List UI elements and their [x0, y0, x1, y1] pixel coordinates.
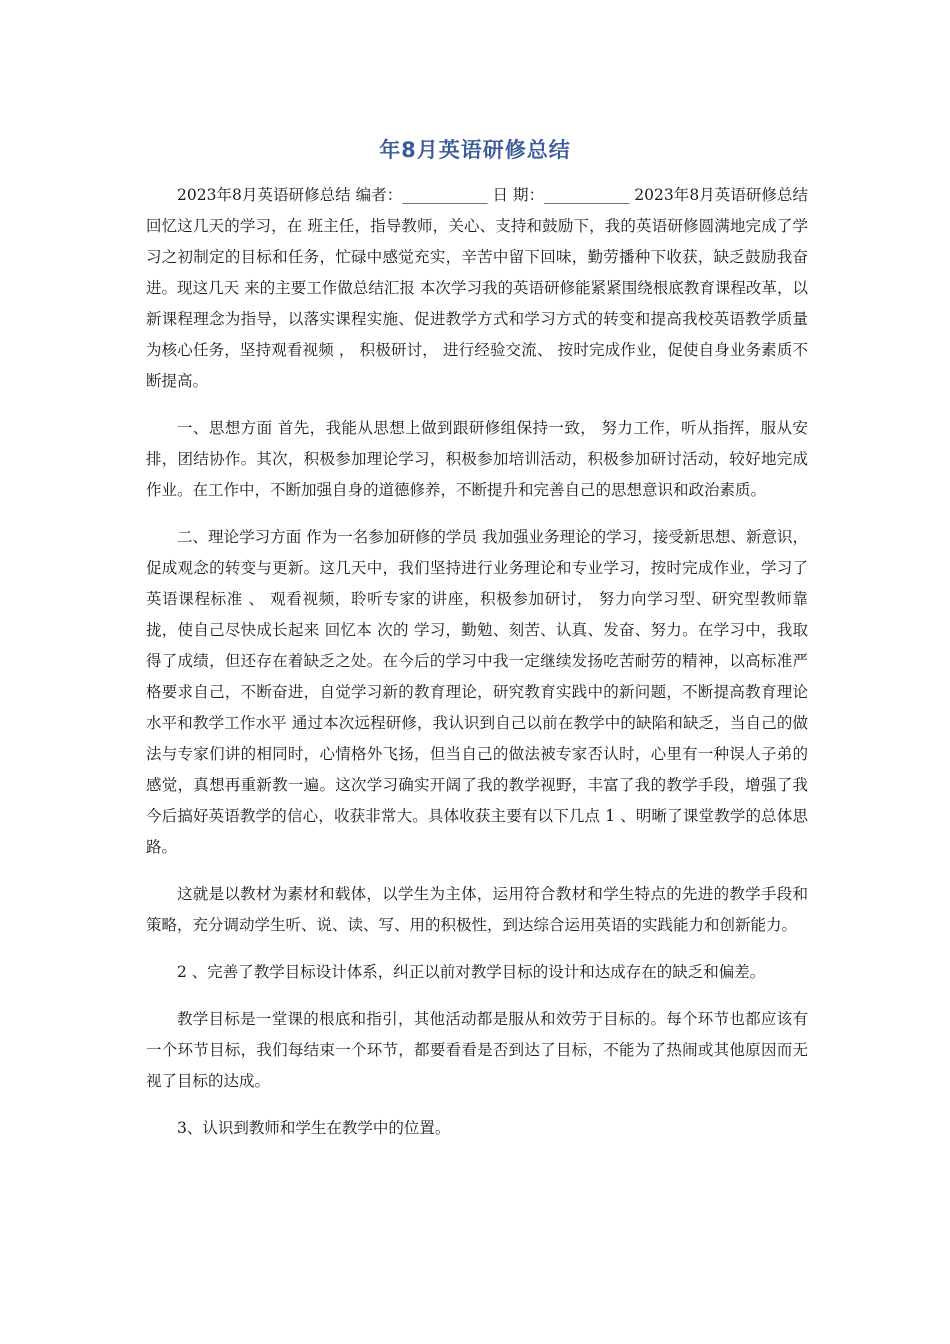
paragraph-teacher-student-roles: 3、认识到教师和学生在教学中的位置。 — [177, 1119, 451, 1137]
paragraph-objectives-system: 2 、完善了教学目标设计体系，纠正以前对教学目标的设计和达成存在的缺乏和偏差。 — [177, 963, 766, 981]
paragraph-theory-study: 二、理论学习方面 作为一名参加研修的学员 我加强业务理论的学习，接受新思想、新意识，促成观念的转变与更新。这几天中，我们坚持进行业务理论和专业学习，按时完成作业，学习了英语课程标准 、 观看视频，聆听专家的讲座，积极参加研讨， 努力向学习型、研究型教师靠拢，使自己尽快成长起来 回忆本 次的 学习，勤勉、刻苦、认真、发奋、努力。在学习中，我取得了成绩，但还存在着缺乏之处。在今后的学习中我一定继续发扬吃苦耐劳的精神，以高标准严格要求自己，不断奋进，自觉学习新的教育理论，研究教育实践中的新问题，不断提高教育理论水平和教学工作水平 通过本次远程研修，我认识到自己以前在教学中的缺陷和缺乏，当自己的做法与专家们讲的相同时，心情格外飞扬，但当自己的做法被专家否认时，心里有一种误人子弟的感觉，真想再重新教一遍。这次学习确实开阔了我的教学视野，丰富了我的教学手段，增强了我今后搞好英语教学的信心，收获非常大。具体收获主要有以下几点 1 、明晰了课堂教学的总体思路。 — [146, 528, 808, 856]
paragraph-ideology: 一、思想方面 首先，我能从思想上做到跟研修组保持一致， 努力工作，听从指挥，服从安排，团结协作。其次，积极参加理论学习，积极参加培训活动，积极参加研讨活动，较好地完成作业。在工作中，不断加强自身的道德修养，不断提升和完善自己的思想意识和政治素质。 — [146, 419, 808, 499]
paragraph-intro: 2023年8月英语研修总结 编者：___________ 日 期：___________ 2023年8月英语研修总结 回忆这几天的学习，在 班主任，指导教师，关心、支持和鼓励下，我的英语研修圆满地完成了学习之初制定的目标和任务，忙碌中感觉充实，辛苦中留下回味，勤劳播种下收获，缺乏鼓励我奋进。现这几天 来的主要工作做总结汇报 本次学习我的英语研修能紧紧围绕根底教育课程改革，以新课程理念为指导，以落实课程实施、促进教学方式和学习方式的转变和提高我校英语教学质量为核心任务，坚持观看视频 ， 积极研讨， 进行经验交流、 按时完成作业，促使自身业务素质不断提高。 — [146, 186, 808, 390]
paragraph-teaching-approach: 这就是以教材为素材和载体，以学生为主体，运用符合教材和学生特点的先进的教学手段和策略，充分调动学生听、说、读、写、用的积极性，到达综合运用英语的实践能力和创新能力。 — [146, 885, 808, 934]
page-title: 年8月英语研修总结 — [379, 138, 571, 162]
document-body — [146, 180, 808, 1160]
paragraph-teaching-objectives: 教学目标是一堂课的根底和指引，其他活动都是服从和效劳于目标的。每个环节也都应该有一个环节目标，我们每结束一个环节，都要看看是否到达了目标，不能为了热闹或其他原因而无视了目标的达成。 — [146, 1010, 808, 1090]
